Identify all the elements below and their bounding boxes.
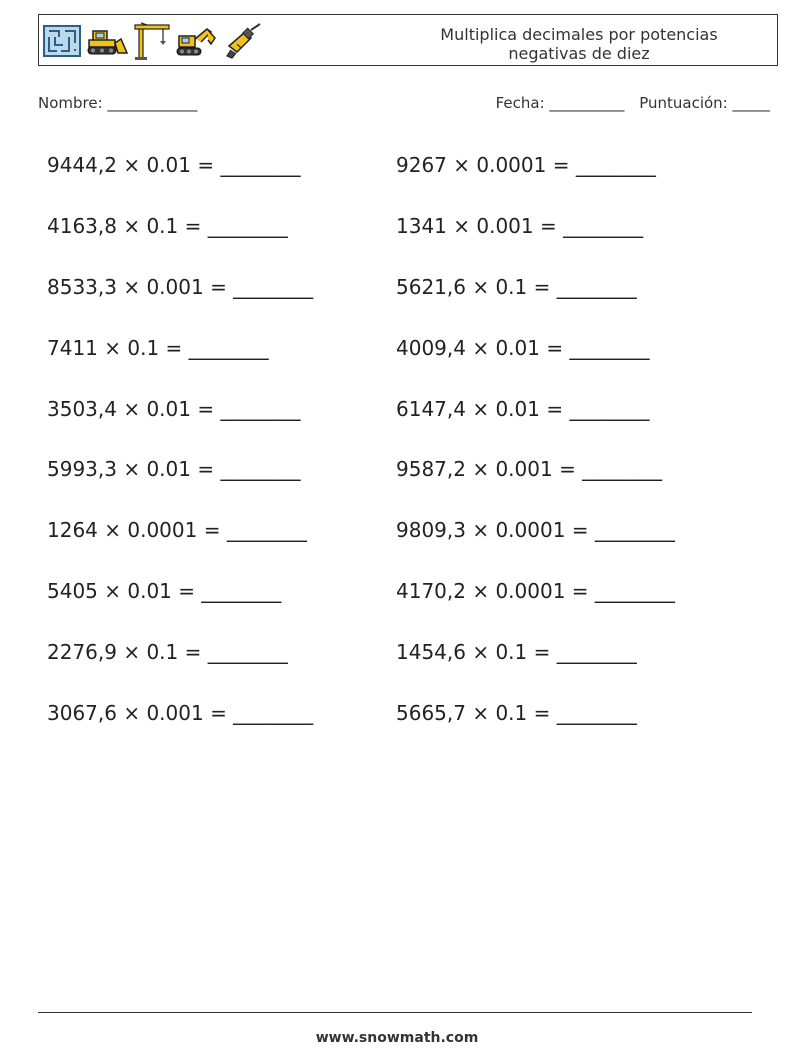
problem-13: 1264 × 0.0001 = ________ (47, 518, 307, 542)
score-field: Puntuación: _____ (639, 94, 770, 112)
date-score-fields (496, 94, 770, 112)
problem-11: 5993,3 × 0.01 = ________ (47, 457, 301, 481)
problem-16: 4170,2 × 0.0001 = ________ (396, 579, 675, 603)
problem-17: 2276,9 × 0.1 = ________ (47, 640, 288, 664)
problem-19: 3067,6 × 0.001 = ________ (47, 701, 314, 725)
worksheet-header (38, 14, 778, 66)
problem-4: 1341 × 0.001 = ________ (396, 214, 644, 238)
crane-icon (133, 21, 171, 61)
footer-divider (38, 1012, 752, 1013)
problem-1: 9444,2 × 0.01 = ________ (47, 153, 301, 177)
header-icons (43, 20, 263, 62)
excavator-icon (175, 24, 219, 58)
problem-7: 7411 × 0.1 = ________ (47, 336, 269, 360)
maze-icon (43, 25, 81, 57)
name-field: Nombre: ____________ (38, 94, 198, 112)
problem-14: 9809,3 × 0.0001 = ________ (396, 518, 675, 542)
problem-15: 5405 × 0.01 = ________ (47, 579, 282, 603)
problem-3: 4163,8 × 0.1 = ________ (47, 214, 288, 238)
bulldozer-icon (85, 25, 129, 57)
problem-18: 1454,6 × 0.1 = ________ (396, 640, 637, 664)
problem-2: 9267 × 0.0001 = ________ (396, 153, 656, 177)
problem-9: 3503,4 × 0.01 = ________ (47, 397, 301, 421)
problem-20: 5665,7 × 0.1 = ________ (396, 701, 637, 725)
problem-6: 5621,6 × 0.1 = ________ (396, 275, 637, 299)
footer-url: www.snowmath.com (315, 1030, 479, 1046)
problem-10: 6147,4 × 0.01 = ________ (396, 397, 650, 421)
problem-8: 4009,4 × 0.01 = ________ (396, 336, 650, 360)
drill-icon (223, 22, 263, 60)
date-field: Fecha: __________ (495, 94, 625, 112)
problem-5: 8533,3 × 0.001 = ________ (47, 275, 314, 299)
problem-12: 9587,2 × 0.001 = ________ (396, 457, 663, 481)
worksheet-title: Multiplica decimales por potencias negativas de diez (440, 25, 718, 63)
